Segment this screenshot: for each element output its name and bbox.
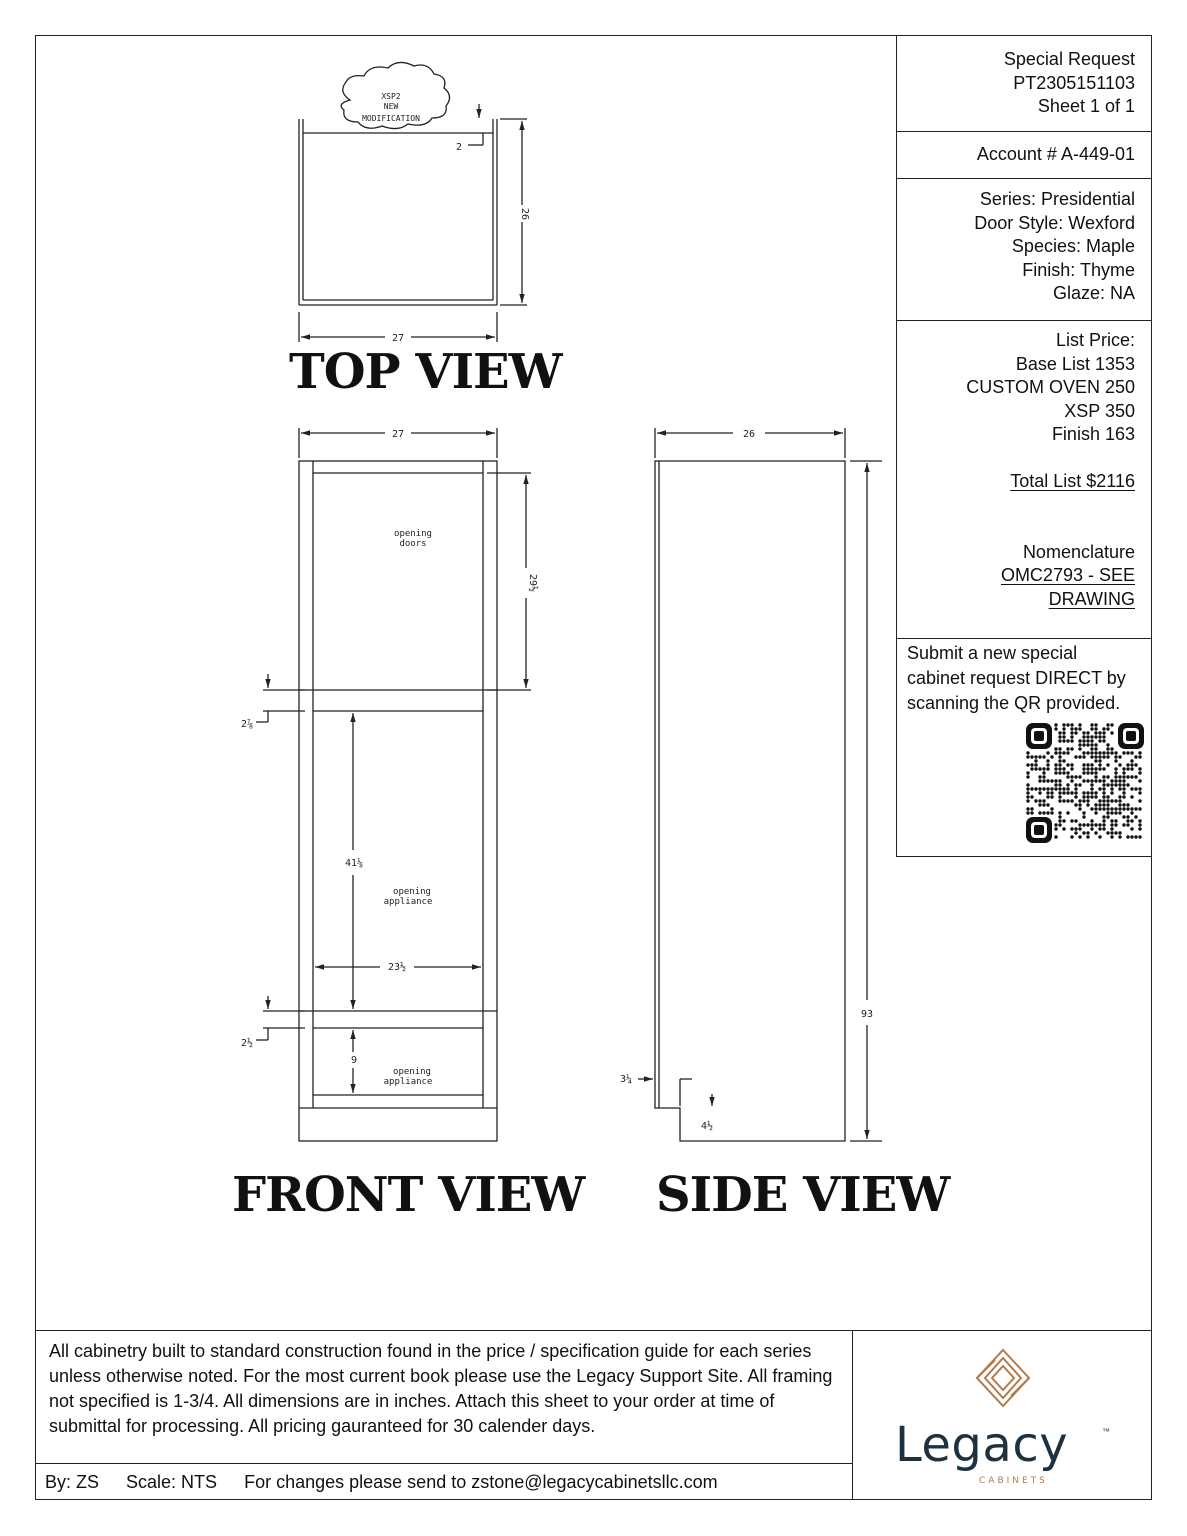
species: Species: Maple: [1011, 236, 1135, 256]
top-view-title: TOP VIEW: [289, 344, 562, 400]
title-block-account: [896, 132, 1152, 179]
dim-side-toe-h: 3¼: [619, 1074, 633, 1085]
dim-front-lower: 9: [350, 1055, 358, 1066]
logo-subtitle: CABINETS: [979, 1476, 1048, 1486]
request-type: Special Request: [1003, 49, 1135, 69]
scale: Scale: NTS: [126, 1472, 218, 1492]
qr-code-icon[interactable]: [1026, 723, 1144, 843]
dim-top-depth: 26: [519, 207, 530, 221]
legacy-diamond-icon: [975, 1348, 1031, 1414]
finish: Finish: Thyme: [1022, 259, 1135, 280]
dim-side-height: 93: [860, 1009, 874, 1020]
nomenclature-line-2: DRAWING: [1048, 588, 1135, 609]
account-number: Account # A-449-01: [976, 144, 1135, 164]
logo-trademark: ™: [1102, 1427, 1110, 1436]
logo-box: [853, 1330, 1152, 1500]
series: Series: Presidential: [979, 189, 1135, 209]
dim-front-mid: 41⅛: [344, 858, 364, 869]
sheet-number: Sheet 1 of 1: [1037, 96, 1135, 116]
title-block-qr: [896, 639, 1152, 857]
title-block-spec: [896, 179, 1152, 321]
label-mid-2: appliance: [383, 897, 433, 907]
price-total: Total List $2116: [1010, 471, 1135, 491]
side-view-drawing: [638, 428, 882, 1141]
qr-text-3: scanning the QR provided.: [907, 693, 1121, 713]
cloud-line-3: MODIFICATION: [362, 114, 420, 123]
side-view-title: SIDE VIEW: [656, 1167, 950, 1223]
label-lower-1: opening: [393, 1067, 431, 1077]
price-custom-oven: CUSTOM OVEN 250: [966, 377, 1135, 397]
dim-top-offset: 2: [455, 142, 463, 153]
title-block-pricing: [896, 321, 1152, 639]
price-xsp: XSP 350: [1064, 400, 1135, 421]
dim-side-depth: 26: [742, 429, 756, 440]
qr-text-2: cabinet request DIRECT by: [907, 668, 1126, 688]
door-style: Door Style: Wexford: [974, 212, 1135, 233]
dim-side-toe-d: 4½: [700, 1121, 714, 1132]
top-view-drawing: [299, 62, 527, 342]
general-notes: All cabinetry built to standard construction found in the price / specification guide for each series unless otherwise noted. For the most current book please use the Legacy Support Site. All framing not specified is 1-3/4. All dimensions are in inches. Attach this sheet to your order at time of submittal for processing. All pricing gauranteed for 30 calender days.: [35, 1330, 853, 1463]
dim-front-inner-width: 23½: [387, 962, 407, 973]
price-base: Base List 1353: [1015, 353, 1135, 374]
nomenclature-heading: Nomenclature: [1022, 541, 1135, 562]
qr-text-1: Submit a new special: [907, 643, 1078, 663]
dim-front-rail2: 2½: [240, 1038, 254, 1049]
price-finish: Finish 163: [1051, 424, 1135, 444]
label-lower-2: appliance: [383, 1077, 433, 1087]
price-heading: List Price:: [1055, 330, 1135, 350]
glaze: Glaze: NA: [1052, 283, 1135, 303]
dim-front-upper: 29½: [527, 573, 538, 593]
label-upper-2: doors: [399, 539, 427, 549]
contact-email[interactable]: For changes please send to zstone@legacycabinetsllc.com: [244, 1472, 718, 1492]
logo-wordmark: Legacy: [895, 1417, 1069, 1473]
front-view-title: FRONT VIEW: [232, 1167, 585, 1223]
title-block-header: [896, 35, 1152, 132]
dim-front-rail1: 2⅞: [240, 719, 254, 730]
label-mid-1: opening: [393, 887, 431, 897]
label-upper-1: opening: [394, 529, 432, 539]
dim-top-width: 27: [391, 333, 405, 344]
nomenclature-line-1: OMC2793 - SEE: [1000, 565, 1135, 585]
cloud-line-1: XSP2: [381, 92, 401, 101]
footer-bar: [35, 1463, 853, 1500]
dim-front-width: 27: [391, 429, 405, 440]
request-number: PT2305151103: [1013, 72, 1135, 93]
cloud-line-2: NEW: [383, 102, 399, 111]
drawn-by: By: ZS: [45, 1472, 100, 1492]
